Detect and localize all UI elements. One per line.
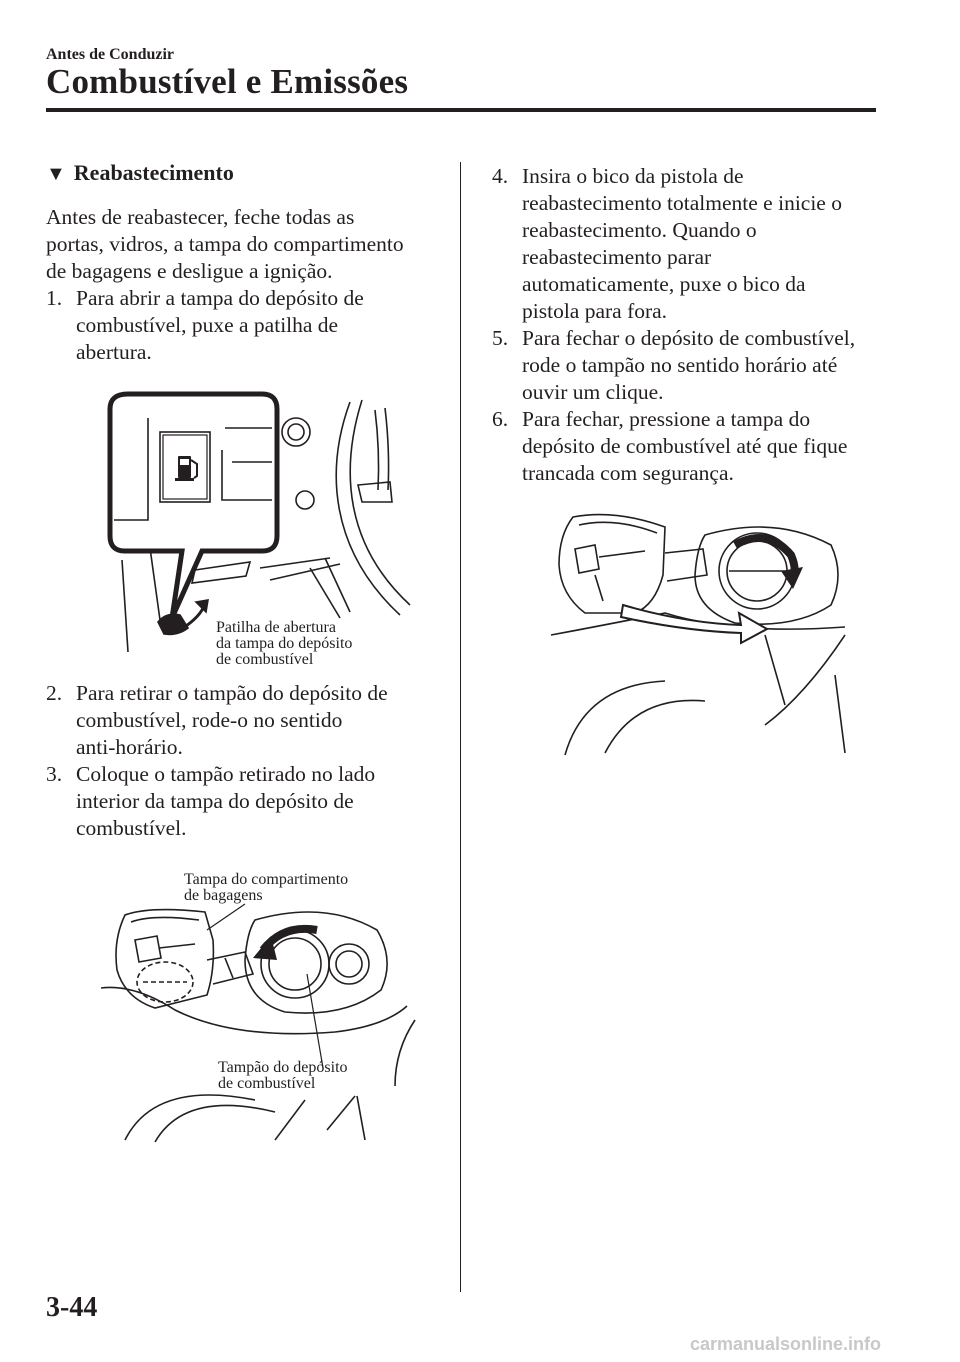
step-number: 6. bbox=[492, 407, 509, 431]
step-2 bbox=[46, 680, 476, 761]
step-number: 2. bbox=[46, 681, 63, 705]
step-4 bbox=[492, 163, 922, 325]
step-line: pistola para fora. bbox=[522, 299, 668, 323]
step-line: ouvir um clique. bbox=[522, 380, 664, 404]
chapter-title: Combustível e Emissões bbox=[46, 62, 409, 101]
intro-paragraph bbox=[46, 204, 446, 285]
subheading-title: Reabastecimento bbox=[73, 160, 234, 185]
step-line: interior da tampa do depósito de bbox=[76, 789, 354, 813]
watermark: carmanualsonline.info bbox=[690, 1334, 882, 1354]
step-line: Para fechar, pressione a tampa do bbox=[522, 407, 811, 431]
figure1-callout bbox=[216, 620, 352, 668]
step-line: depósito de combustível até que fique bbox=[522, 434, 848, 458]
step-line: trancada com segurança. bbox=[522, 461, 734, 485]
callout-line: da tampa do depósito bbox=[216, 635, 353, 652]
callout-line: Patilha de abertura bbox=[216, 619, 336, 636]
step-6 bbox=[492, 406, 922, 487]
step-line: Para retirar o tampão do depósito de bbox=[76, 681, 388, 705]
callout-line: de combustível bbox=[218, 1075, 316, 1092]
section-label: Antes de Conduzir bbox=[46, 46, 175, 63]
figure2-callout-top bbox=[184, 872, 348, 904]
step-line: reabastecimento totalmente e inicie o bbox=[522, 191, 842, 215]
step-line: Coloque o tampão retirado no lado bbox=[76, 762, 376, 786]
callout-line: de bagagens bbox=[184, 887, 263, 904]
step-3 bbox=[46, 761, 476, 842]
header-rule bbox=[46, 108, 876, 112]
step-line: Insira o bico da pistola de bbox=[522, 164, 744, 188]
callout-line: Tampa do compartimento bbox=[184, 871, 349, 888]
step-line: abertura. bbox=[76, 340, 152, 364]
step-number: 5. bbox=[492, 326, 509, 350]
figure-fuel-cap-closing bbox=[545, 505, 865, 760]
step-line: reabastecimento. Quando o bbox=[522, 218, 757, 242]
step-5 bbox=[492, 325, 922, 406]
step-line: anti-horário. bbox=[76, 735, 183, 759]
step-line: rode o tampão no sentido horário até bbox=[522, 353, 838, 377]
step-line: combustível, puxe a patilha de bbox=[76, 313, 339, 337]
step-1 bbox=[46, 285, 476, 366]
intro-line: de bagagens e desligue a ignição. bbox=[46, 259, 333, 283]
triangle-marker-icon: ▼ bbox=[46, 163, 66, 185]
step-line: Para abrir a tampa do depósito de bbox=[76, 286, 364, 310]
step-line: Para fechar o depósito de combustível, bbox=[522, 326, 856, 350]
step-line: automaticamente, puxe o bico da bbox=[522, 272, 806, 296]
callout-line: de combustível bbox=[216, 651, 314, 668]
figure-fuel-cap-stowed bbox=[95, 900, 425, 1150]
intro-line: Antes de reabastecer, feche todas as bbox=[46, 205, 355, 229]
callout-line: Tampão do depósito bbox=[218, 1059, 348, 1076]
intro-line: portas, vidros, a tampa do compartimento bbox=[46, 232, 404, 256]
step-number: 4. bbox=[492, 164, 509, 188]
step-number: 1. bbox=[46, 286, 63, 310]
step-line: reabastecimento parar bbox=[522, 245, 712, 269]
step-line: combustível, rode-o no sentido bbox=[76, 708, 343, 732]
page-number: 3-44 bbox=[46, 1292, 98, 1323]
step-number: 3. bbox=[46, 762, 63, 786]
step-line: combustível. bbox=[76, 816, 187, 840]
figure2-callout-bottom bbox=[218, 1060, 348, 1092]
subheading bbox=[46, 160, 234, 186]
